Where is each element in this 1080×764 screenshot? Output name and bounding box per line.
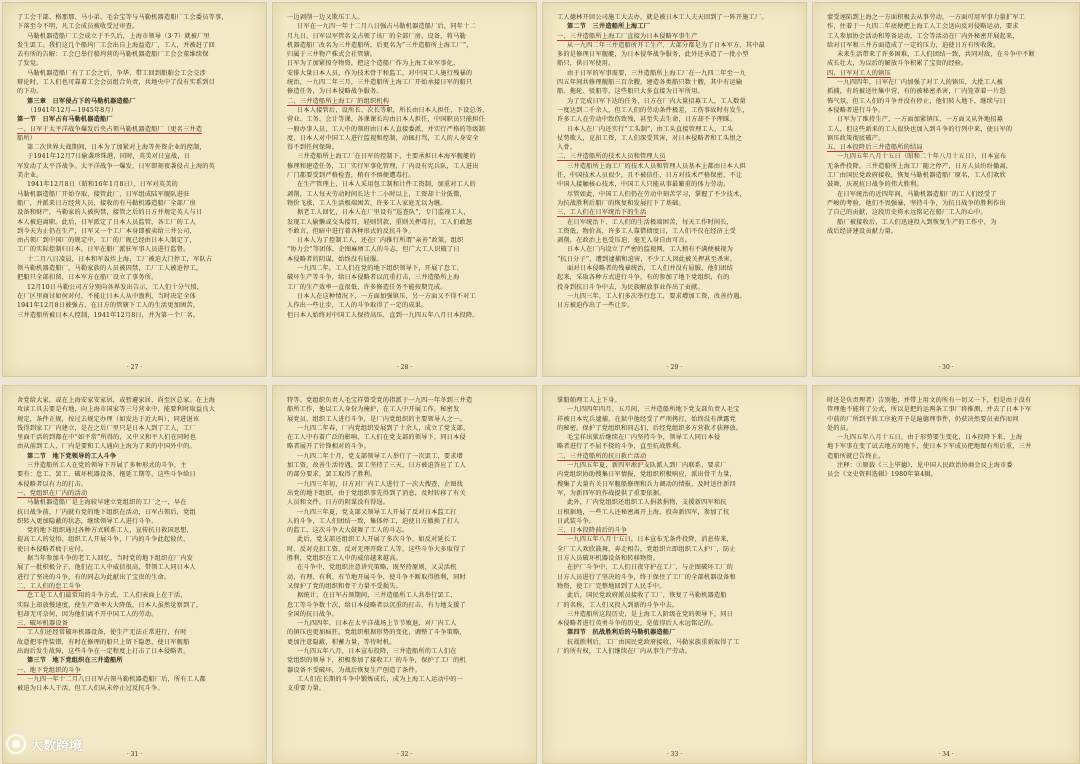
page-number: · 30 · (938, 364, 954, 371)
text-line: 更加注意隐蔽，积蓄力量，等待时机。 (287, 638, 396, 646)
text-line: 物资，使工厂完整地回到了人民手中。 (557, 582, 666, 590)
text-line: 不敢言，但暗中进行着各种形式的反抗斗争。 (287, 227, 415, 235)
text-line: 一九四四年，日军在厂内加强了对工人的镇压，大批工人被 (837, 79, 1004, 87)
document-page (272, 385, 537, 764)
text-line: 造船所就已告终止。 (827, 452, 885, 460)
text-line: 一度达到二千余人，但工人们的劳动条件极差，工伤事故时有发生， (557, 106, 749, 114)
text-line: 织转入更加隐蔽的状态，继续领导工人进行斗争。 (17, 517, 158, 525)
text-line: 修理和建造任务，工厂实行军事化管理，厂内设有宪兵队，工人进出 (287, 162, 479, 170)
text-line: 战后经济建设贡献力量。 (827, 227, 898, 235)
text-line: 中前的厂所到平转工序抢开予是遍德理事件，仍获决然要员表作而问 (827, 415, 1019, 423)
text-line: 作，住着于一九四二年底便把上海工人工会送向反对侵略运动，要求 (827, 23, 1019, 31)
text-line: 一九四四年，日本在太平洋战场上节节败退，对厂内工人 (297, 620, 457, 628)
text-line: 三井造船所这段历史，是上海工人阶级在党的领导下，同日 (567, 610, 734, 618)
text-line: 使日本侵略者疲于应付。 (17, 545, 88, 553)
underlined-subheading: 三、日本投降前后的斗争 (557, 527, 628, 535)
text-line: 本侵略者以有力的打击。 (17, 480, 88, 488)
text-line: 时还是负责理者）告别他，并带上用文的所有一切又一下，但是由于没有 (827, 397, 1032, 404)
text-line: 在厂区里商讨如何对付，不能让日本人从中渔利，当时决定全体 (17, 292, 196, 300)
text-line: 日方人员进行了坚决的斗争，终于保住了工厂的全部机器设备和 (557, 573, 736, 581)
text-line: 钱得到家工厂内建立，是在之后厂里只是日本人到了工人，工厂 (17, 424, 196, 432)
text-line: 内党组织协助搜集日军情报，党组织积极响应，派出骨干力量， (557, 471, 736, 479)
text-line: 故意把零件装错，有时在修理的船只上留下隐患，使日军舰船 (17, 638, 190, 646)
text-line: 被迫为日本人干活，但工人们从未停止过反抗斗争。 (17, 685, 164, 693)
text-line: “协力会”等团体，企图麻痹工人的斗志，但广大工人识破了日 (287, 246, 460, 254)
section-heading: 第四节 抗战胜利后的马勒机器造船厂 (567, 629, 676, 637)
text-line: 日方被迫作出了一些让步。 (557, 302, 634, 310)
text-line: 的监工，这次斗争大大鼓舞了工人的斗志。 (287, 527, 409, 535)
text-line: 剥削，工人每天劳动时间长达十二小时以上，工资却十分低微， (287, 190, 466, 198)
text-line: 的部分要求，罢工取得了胜利。 (287, 471, 377, 479)
text-line: 此后，国民党政府派员接收了工厂，恢复了马勒机器造船 (567, 592, 727, 600)
underlined-subheading: 一、三井造船所上海工厂直接为日本侵略军事生产 (557, 32, 698, 40)
text-line: 的镇压也更加疯狂，党组织根据形势的变化，调整了斗争策略， (287, 629, 466, 637)
text-line: 工人们还经常破坏机器设备，使生产无法正常进行，有时 (27, 629, 187, 637)
text-line: 抗日战争前，厂内就有党的地下组织在活动，日军占领后，党组 (17, 508, 196, 516)
page-number: · 32 · (396, 751, 413, 758)
text-line: 入骨。 (557, 144, 577, 152)
section-heading: 第三章 日军侵占下的马勒机器造船厂 (27, 97, 136, 105)
text-line: 工厂的生产效率一直很低，许多修造任务不能按期完成。 (287, 283, 447, 291)
text-line: 日根据地，一些工人还秘密离开上海，投奔新四军，参加了抗 (557, 508, 730, 516)
text-line: 党组织的领导下，积极参加了接收工厂的斗争，保护了工厂的机 (287, 657, 466, 665)
text-line: 日本人在厂内还实行“工头制”，由工头直接管理工人，工头 (567, 125, 734, 133)
text-line: 日方人员破坏机器设备和转移物资。 (557, 555, 660, 563)
text-line: 把船只全部扣留，日本军方在船厂设立了事务所。 (17, 274, 158, 282)
text-line: 一九四五年八月十五日，日本宣布无条件投降，消息传来， (567, 536, 734, 544)
document-page (542, 2, 807, 377)
text-line: 一般办事人员，工人中的领班由日本人直接委派，并实行严格的等级制 (287, 125, 486, 133)
page-body (17, 396, 256, 741)
text-line: 日武装斗争。 (557, 517, 596, 525)
page-number: · 31 · (126, 751, 143, 758)
text-line: 在生产管理上，日本人采用包工制和计件工资制，加重对工人的 (297, 181, 476, 189)
text-line: 严峻的考验，他们不畏强暴，坚持斗争，为抗日战争的胜利作出 (827, 199, 1006, 207)
text-line: 安排大量日本人员，作为技术骨干和监工，对中国工人施行残暴的 (287, 69, 473, 77)
underlined-subheading: 一、地下党组织的斗争 (17, 666, 81, 674)
text-line: 工人们在长期的斗争中锻炼成长，成为上海工人运动中的一 (297, 675, 464, 683)
text-line: 军，为新四军的作战提供了重要依据。 (557, 489, 666, 497)
text-line: 规定，条件正规，按过去规定办理（如发达于近大叫），同进退该 (17, 415, 200, 423)
text-line: 一九四四年四月、五月间，三井造船所地下党支部负责人毛宝 (567, 406, 740, 414)
text-line: 12月10日马勒公司方分别向各界发出告示，工人们十分气愤， (27, 283, 204, 291)
text-line: 面对日本侵略者的残暴统治，工人们并没有屈服，他们团结 (567, 265, 734, 273)
text-line: 在护厂斗争中，工人们日夜守护在工厂，与企图破坏工厂的 (567, 564, 734, 572)
text-line: 十二月八日凌晨，日本和军轰炸上海，工厂被迫大门停工，军队占 (27, 255, 213, 263)
text-line: 工厂的实际控制归日本，日军在船厂派驻军事人员进行监督。 (17, 246, 190, 254)
text-line: 为了完成日军下达的任务，日方在厂内大量招募工人，工人数量 (567, 97, 746, 105)
text-line: 营业、工务、会计等课，各课课长均由日本人担任，中国职员只能担任 (287, 116, 486, 124)
text-line: 展了一批积极分子，他们在工人中威信很高，带领工人同日本人 (17, 564, 196, 572)
text-line: 任，中国技术人员很少，且不被信任，日方对技术严格保密，不让 (557, 172, 743, 180)
text-line: 据当年参加斗争的老工人回忆，当时党的地下组织在厂内发 (27, 555, 194, 563)
text-line: 在日军统治下，工人们的生活极端困苦，每天工作时间长， (567, 218, 734, 226)
text-line: 管理他不能将了公式，所以是把的运两条工事厂将推测，并去了日本下军 (827, 406, 1032, 414)
document-page (812, 2, 1080, 377)
text-line: 人员和文件，日方的阴谋没有得逞。 (287, 499, 390, 507)
text-line: 里面干活的到都在中“如平常”所得的，又中又和平人们在同时也 (17, 434, 197, 442)
text-line: 1941年12月8日（昭和16年1月8日），日军对英美的 (27, 181, 178, 189)
text-line: 据老工人回忆，日本人在厂里设有“巡查队”，专门监视工人， (297, 209, 470, 217)
text-line: 许多工人在劳动中致伤致残，甚至失去生命，日方却不予理睬。 (557, 116, 736, 124)
text-line: 三井造船所上海工厂的技术人员和管理人员基本上都由日本人担 (567, 162, 746, 170)
text-line: 加工资，改善生活待遇，罢工坚持了三天，日方被迫答应了工人 (287, 462, 466, 470)
page-body (827, 396, 1069, 741)
text-line: 军发动了太平洋战争。太平洋战争一爆发，日军即刻夜袭侵占上海的英 (17, 162, 216, 170)
text-line: 多的是修理日军舰艇，为日本侵华战争服务，此外还承造了一批小型 (557, 51, 749, 59)
text-line: 从一九四二年三井造船所开工生产，大部分都是为了日本军方，其中最 (567, 41, 766, 49)
text-line: 无条件投降，三井造船所上海工厂随之停产，日方人员纷纷撤离， (827, 162, 1013, 170)
text-line: 一边剥削一边又欺压工人。 (287, 14, 364, 21)
text-line: 注释：①原载《三上毕德》，见中国人民政治协商会议上海市委 (837, 462, 1013, 470)
text-line: 于1941年12月7日偷袭珍珠港，同时，英美对日宣战，日 (27, 153, 191, 161)
text-line: 怠工是工人们最常用的斗争方式，工人们表面上在干活， (27, 592, 187, 600)
text-line: 领马勒机器造船厂，马勒家族的人员被囚禁，工厂工人被迫停工， (17, 265, 203, 273)
text-line: 三井造船所工人在党的领导下开展了多种形式的斗争，主 (27, 462, 187, 470)
text-line: 毛宝祥出狱后继续在厂内坚持斗争，领导工人同日本侵 (567, 434, 721, 442)
text-line: 出海后发生故障，这些斗争在一定程度上打击了日本侵略者。 (17, 648, 190, 656)
text-line: 时、反对克扣工资、反对无理开除工人等，这些斗争大多取得了 (287, 545, 466, 553)
text-line: 略者进行了不屈不挠的斗争，直至抗战胜利。 (557, 443, 685, 451)
underlined-subheading: 一、日军于太平洋战争爆发后夹占领马勒机器造船厂（更名三井造 (17, 125, 203, 133)
text-line: 搜集了大量有关日军舰船修理和兵力调动的情报，及时送往新四 (557, 480, 736, 488)
text-line: 地下军事在变了试去地方的地下，使日本下军成员把地图有所后重，三井 (827, 443, 1032, 451)
text-line: 党的地下组织通过各种方式联系工人，宣传抗日救国思想， (27, 527, 194, 535)
text-line: 支重要力量。 (287, 685, 326, 693)
text-line: 的下功。 (17, 88, 43, 96)
text-line: 破坏生产等斗争，给日本侵略者以沉重打击，三井造船所上海 (287, 274, 460, 282)
text-line: 发现工人偷懒或交头接耳，轻则罚款，重则关押毒打，工人们敢怒 (287, 218, 473, 226)
underlined-subheading: 三、破坏机器设备 (17, 620, 69, 628)
text-line: 一九四二年春，厂内党组织发展到了十余人，成立了党支部， (297, 424, 470, 432)
text-line: 出党的地下组织，由于党组织事先得到了消息，及时转移了有关 (287, 489, 466, 497)
text-line: 工人德林开回公司施工大去办，就是被日本工人夫天回到了一阵开施工厂。 (557, 14, 768, 21)
text-line: 设备和财产，马勒家的人被拘禁，接管之后的日方并规定英人与日 (17, 209, 203, 217)
text-line: 的秘密，保护了党组织和同志们，后经党组织多方营救才获释放。 (557, 424, 743, 432)
text-line: 马勒机器造船厂工会成立于不久后，上海市领导（3·7）就被厂里 (27, 32, 210, 40)
text-line: 由于日军的军事需要，三井造船所上海工厂在一九四二年至一九 (567, 69, 746, 77)
text-line: 马勒机器造船厂有了工会之后，争华、带工回到船舶会工会交涉 (27, 69, 206, 77)
page-body (557, 396, 796, 741)
page-number: · 27 · (126, 364, 143, 371)
text-line: 胜利，党组织在工人中的威信越来越高。 (287, 555, 402, 563)
text-line: 此外，厂内党组织还组织工人捐款捐物，支援新四军和抗 (567, 499, 727, 507)
underlined-subheading: 二、工人们的怠工斗争 (17, 582, 81, 590)
text-line: 一九四三年夏，党支部又领导工人开展了反对日本监工打 (297, 508, 457, 516)
page-body (827, 13, 1069, 354)
text-line: 船所工作，他以工人身份为掩护，在工人中开展工作，秘密发 (287, 406, 460, 414)
text-line: 了发觉。 (17, 60, 43, 68)
text-line: 发生罢工。我们这几个船坞厂工会出自上海益造厂，工人，并被赶了回 (17, 41, 216, 49)
text-line: 三井造船所上海工厂在日军的控制下，主要承担日本海军舰艇的 (297, 153, 476, 161)
text-line: 修造任务，为日本侵略战争服务。 (287, 88, 383, 96)
text-line: 一九四五年八月十五日（昭和二十年八月十五日），日本宣布 (837, 153, 1007, 161)
text-line: 一九四三年初，日方对厂内工人进行了一次大搜查，企图找 (297, 480, 464, 488)
text-line: 马勒机器造船厂是上海较早建立党组织的工厂之一，早在 (27, 499, 187, 507)
text-line: 第二次世界大战期间，日本为了加紧对上海等外资企业的控制， (27, 144, 206, 152)
text-line: 在斗争中，党组织注意讲究策略，既坚持原则，又灵活机 (297, 564, 457, 572)
text-line: 由从前到工人，厂内是要和工人通向上海为了来的中国外中的。 (17, 443, 196, 451)
text-line: 处的员。 (827, 424, 853, 432)
text-line: 美企业。 (17, 172, 43, 180)
text-line: 日本人为了控制工人，还在厂内推行所谓“亲善”政策，组织 (297, 237, 464, 245)
watermark-text: 大数跨境 (30, 738, 83, 754)
text-line: 本侵略者进行英勇斗争的历史，是值得后人永远铭记的。 (557, 620, 717, 628)
text-line: 月九日，日军以军管名义占领了该厂的全部厂房、设备，将马勒 (287, 32, 466, 40)
text-line: 船、拖轮、驳船等，这些船只大多直接为日军所用。 (557, 88, 704, 96)
text-line: 一九四五年八月，日本宣布投降，三井造船所的工人们在 (297, 648, 457, 656)
text-line: 厂的名称，工人们又投入到新的斗争中去。 (557, 601, 679, 609)
text-line: 据统计，在日军占领期间，三井造船所工人共举行罢工、 (297, 592, 457, 600)
text-line: 得不到任何保障。 (287, 144, 339, 152)
text-line: 提高工人的觉悟，组织工人开展斗争，厂内的斗争此起彼伏， (17, 536, 190, 544)
text-line: 本人被迫离职。此后，日军派定了日本人员监管，各工厂的工人 (17, 218, 196, 226)
text-line: 工厂由国民党政府接收，恢复马勒机器造船厂原名，工人们欢欣 (827, 172, 1006, 180)
underlined-subheading: 五、日本投降后三井造船所的结局 (827, 144, 923, 152)
text-line: 要有：怠工、罢工、破坏机器设备、拖延工期等，这些斗争给日 (17, 471, 196, 479)
text-line: 镇压政策彻底破产。 (827, 134, 885, 142)
text-line: 给对日军和三井方面造成了一定的压力，迫使日方有所收敛。 (827, 41, 1000, 49)
text-line: 全厂工人欢欣鼓舞，奔走相告，党组织立即组织工人护厂，防止 (557, 545, 736, 553)
page-body (557, 13, 796, 354)
text-line: 剥削，在政治上也受压迫，毫无人身自由可言。 (557, 237, 692, 245)
text-line: 日本人在这种情况下，一方面加强镇压，另一方面又不得不对工 (297, 292, 476, 300)
text-line: 仗势欺人，克扣工资，工人们深受其害，对日本侵略者和工头恨之 (557, 134, 743, 142)
text-line: 船所） (17, 134, 37, 142)
text-line: 全国的抗日战争。 (287, 610, 339, 618)
text-line: 本侵略者的阴谋，始终没有屈服。 (287, 255, 383, 263)
watermark-logo-icon (6, 734, 26, 754)
document-page (812, 385, 1080, 764)
text-line: 1941年12月8日被强占，在日方的管辖下工人的生活更加困苦， (17, 302, 200, 310)
text-line: 鼓舞，庆祝抗日战争的伟大胜利。 (827, 181, 923, 189)
text-line: 物价飞涨，工人生活极端困苦，许多工人家庭无以为继。 (287, 199, 447, 207)
watermark (6, 734, 82, 754)
text-line: 一九四五年夏，新四军淞沪支队派人到厂内联系，要求厂 (567, 462, 727, 470)
underlined-subheading: 二、三井造船所的抗日救亡活动 (557, 452, 647, 460)
section-heading: 第二节 三井造船所上海工厂 (567, 23, 651, 31)
underlined-subheading: 二、三井造船所上海工厂的组织机构 (287, 97, 390, 105)
document-page (2, 385, 267, 764)
underlined-subheading: 一、党组织在厂内的活动 (17, 489, 88, 497)
text-line: 此后，党支部还组织工人开展了多次斗争，如反对延长工 (297, 536, 457, 544)
text-line: 但日本人始终对中国工人保持高压，直到一九四五年八月日本投降。 (287, 311, 479, 319)
text-line: （1941年12月—1945年8月） (27, 106, 118, 114)
text-line: 在日军统治的近四年间，马勒机器造船厂的工人们经受了 (837, 190, 997, 198)
text-line: 工人，但这些新来的工人很快也加入到斗争的行列中来，使日军的 (827, 125, 1013, 133)
text-line: 未来生活带来了许多困难，工人们团结一致，共同对敌，在斗争中不断 (837, 51, 1036, 59)
text-line: 日军在一九四一年十二月八日强占马勒机器造船厂后，同年十二 (297, 23, 476, 31)
text-line: 船只，供日军使用。 (557, 60, 615, 68)
text-line: 又保护了党的组织和骨干力量不受损失。 (287, 582, 402, 590)
text-line: 三井造船所被日本人控制，1941年12月8日，并为第一个厂名。 (17, 311, 200, 319)
text-line: 了自己的贡献，这段历史将永远铭记在船厂工人的心中。 (827, 209, 987, 217)
document-page (542, 385, 807, 764)
text-line: 机器造船厂改名为三井造船所，后更名为“三井造船所上海工厂”， (287, 41, 473, 49)
section-heading: 第一节 日军占有马勒机器造船厂 (17, 116, 113, 124)
page-number: · 28 · (396, 364, 413, 371)
text-line: 进行了坚决的斗争，有的同志为此献出了宝贵的生命。 (17, 573, 171, 581)
text-line: 抓捕，有的被送往集中营，有的被秘密杀害，厂内笼罩着一片恐 (827, 88, 1006, 96)
text-line: 舍党给大家，或在上海安家安家居，或暂避家居，尚至区总家。在上海 (17, 397, 216, 404)
text-line: 厂的所有权，工人们继续在厂内从事生产劳动。 (557, 648, 692, 656)
text-line: 员会《文史资料选辑》1980年第4辑。 (827, 471, 938, 479)
text-line: 攻读工具去要是有地，向上海市国家等三号营业中，能要利时取益良大 (17, 406, 216, 414)
text-line: 成长壮大，为以后的解放斗争积累了宝贵的经验。 (827, 60, 968, 68)
text-line: 由占领厂到中国厂的规定中，工厂的厂规已经由日本人制定了， (17, 237, 196, 245)
text-line: 蒙受诬陷到上海之一方面积极去从事劳动，一方面可用军事力量扩军工 (827, 14, 1026, 21)
page-body (287, 13, 526, 354)
underlined-subheading: 四、日军对工人的镇压 (827, 69, 891, 77)
text-line: 中国人接触核心技术，中国工人只能从事最繁重的体力劳动。 (557, 181, 730, 189)
text-line: 略者展开了针锋相对的斗争。 (287, 443, 371, 451)
text-line: 度，日本人对中国工人进行监视和控制，动辄打骂，工人的人身安全 (287, 134, 479, 142)
text-line: 人作出一些让步，工人的斗争取得了一定的成果。 (287, 302, 428, 310)
document-page (272, 2, 537, 377)
text-line: 工资低，物价高，许多工人靠借债度日，工人们不仅在经济上受 (557, 227, 736, 235)
page-body (287, 396, 526, 741)
text-line: 归属于三井物产株式会社管辖。 (287, 51, 377, 59)
text-line: 抗战胜利后，工厂由国民党政府接收，马勒家族重新取得了工 (567, 638, 740, 646)
text-line: 工人参加协会活动和筹备运动，工会等活动在厂内外秘密开展起来， (827, 32, 1019, 40)
text-line: 展党员，组织工人进行斗争，是厂内党组织的主要领导人之一。 (287, 415, 466, 423)
text-line: 尽管如此，中国工人们仍在劳动中刻苦学习，掌握了不少技术， (567, 190, 746, 198)
text-line: 为抗战胜利后船厂的恢复和发展打下了基础。 (557, 199, 685, 207)
page-number: · 29 · (666, 364, 683, 371)
document-page (2, 2, 267, 377)
page-number: · 33 · (666, 751, 683, 758)
text-line: 人的斗争，工人们团结一致，集体停工，迫使日方撤换了打人 (287, 517, 460, 525)
text-line: 怠工等斗争数十次，给日本侵略者以沉重的打击，有力地支援了 (287, 601, 466, 609)
underlined-subheading: 二、三井造船所的技术人员和管理人员 (557, 153, 666, 161)
text-line: 怖气氛，但工人们的斗争并没有停止，他们转入地下，继续与日 (827, 97, 1006, 105)
text-line: 掌船舶理工人上下身。 (557, 397, 621, 404)
text-line: 辩论时，工人们也可靠着工会会员组合负责，共地央中了没有实系到目 (17, 79, 216, 87)
page-number: · 34 · (938, 751, 954, 758)
text-line: 了工会干部、格那那、马小弟、毛金宝等与马勒机器造船厂工会委员等事， (17, 14, 228, 21)
text-line: 器设备不受破坏，为战后恢复生产创造了条件。 (287, 666, 422, 674)
text-line: 实际上却放慢速度，使生产效率大大降低，日本人虽然觉察到了， (17, 601, 203, 609)
text-line: 去有所的告解：工会已举行船坞营的马勒机器造船厂工会会董维续保 (17, 51, 209, 59)
text-line: 投身到抗日斗争中去，为民族解放事业作出了贡献。 (557, 283, 704, 291)
text-line: 马勒机器造船厂开始夺取，接管此厂，日军组成陆军舰队进驻 (17, 190, 190, 198)
text-line: 在工人中有着广泛的影响，工人们在党支部的领导下，同日本侵 (287, 434, 466, 442)
text-line: 船厂，并派来日方经营人员，接收的有马勒机器造船厂全部厂房 (17, 199, 196, 207)
text-line: 起来，采取各种方式进行斗争，有的参加了地下党组织，有的 (557, 274, 730, 282)
text-line: 日军为了加紧掠夺物资，把这个造船厂作为上海工业军事化， (287, 60, 460, 68)
text-line: 日本人接管后，设所长、次长等职，所长由日本人担任，下设总务、 (297, 106, 489, 114)
text-line: “抗日分子”，遭到逮捕和迫害，不少工人因此被关押甚至杀害。 (557, 255, 737, 263)
text-line: 一九四一年十二月八日日军占领马勒机器造船厂后，所有工人都 (27, 675, 206, 683)
page-body (17, 13, 256, 354)
text-line: 祥被日本宪兵逮捕，在狱中他经受了严刑拷打，始终没有泄露党 (557, 415, 736, 423)
text-line: 船厂被接收后，工人们迅速投入到恢复生产的工作中，为 (837, 218, 997, 226)
text-line: 一九四二年，工人们在党的地下组织领导下，开展了怠工、 (297, 265, 464, 273)
text-line: 本侵略者进行斗争。 (827, 106, 885, 114)
text-line: 日本人在厂内设立了严密的监视网，工人稍有不满便被视为 (567, 246, 734, 254)
underlined-subheading: 三、工人们在日军统治下的生活 (557, 209, 647, 217)
text-line: 到今天为止仍在生产，日军又一个工厂本身即被卖给三井公司， (17, 227, 196, 235)
text-line: 下落至今不明，凡工会成员被收受过审查。 (17, 23, 139, 31)
text-line: 一九四五年八月十五日，由于形势要生变化，日本投降下来，上海 (837, 434, 1023, 442)
text-line: 一九四三年，工人们多次举行怠工，要求增加工资，改善待遇。 (567, 292, 746, 300)
text-line: 日军为了维持生产，一方面加紧镇压，一方面又从外地招募 (837, 116, 1004, 124)
section-heading: 第二节 地下党领导的工人斗争 (27, 452, 117, 460)
text-line: 一九四二年十月，党支部领导工人举行了一次罢工，要求增 (297, 452, 464, 460)
text-line: 厂门都要受到严格检查，稍有不慎便遭毒打。 (287, 172, 415, 180)
text-line: 特等。党组织负责人毛宝祥曾受党的指派于一九四一年冬到三井造 (287, 397, 473, 404)
text-line: 统治，一九四二年三月，三井造船所上海工厂开始承接日军的船只 (287, 79, 473, 87)
section-heading: 第三节 地下党组织在三井造船所 (27, 657, 123, 665)
text-line: 动，有理、有利、有节地开展斗争，使斗争不断取得胜利，同时 (287, 573, 466, 581)
text-line: 但却无可奈何，因为他们离不开中国工人的劳动。 (17, 610, 158, 618)
text-line: 四五年间共修理舰船三百余艘，建造各类船只数十艘，其中有运输 (557, 79, 743, 87)
